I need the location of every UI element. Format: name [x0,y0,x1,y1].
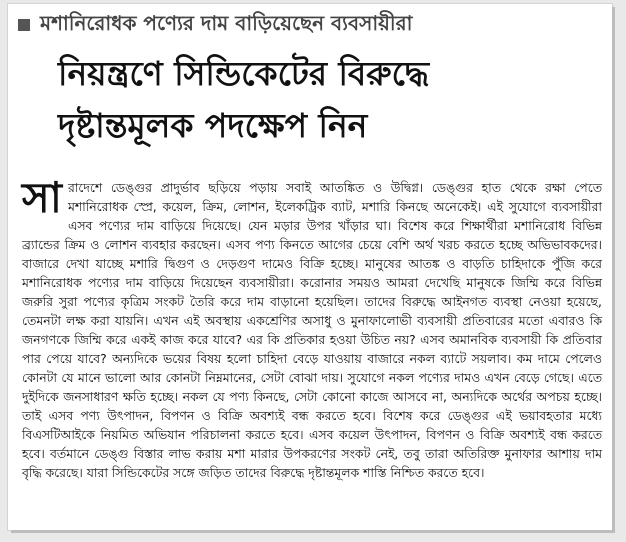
kicker-square-bullet [18,19,30,31]
headline [58,48,598,152]
article-body [22,173,602,482]
article-body-text: রাদেশে ডেঙ্গুর প্রাদুর্ভাব ছড়িয়ে পড়ায় সবাই আতঙ্কিত ও উদ্বিগ্ন। ডেঙ্গুর হাত থেকে রক্ষা পেতে মশানিরোধক স্প্রে, কয়েল, ক্রিম, লোশন, ইলেকট্রিক ব্যাট, মশারি কিনছে অনেকেই। এই সুযোগে ব্যবসায়ীরা এসব পণ্যের দাম বাড়িয়ে দিয়েছে। যেন মড়ার উপর খাঁড়ার ঘা। বিশেষ করে শিক্ষার্থীরা মশানিরোধ বিভিন্ন ব্র্যান্ডের ক্রিম ও লোশন ব্যবহার করছেন। এসব পণ্য কিনতে আগের চেয়ে বেশি অর্থ খরচ করতে হচ্ছে অভিভাবকদের। বাজারে দেখা যাচ্ছে মশারি দ্বিগুণ ও দেড়গুণ দামেও বিক্রি হচ্ছে। মানুষের আতঙ্ক ও বাড়তি চাহিদাকে পুঁজি করে মশানিরোধক পণ্যের দাম বাড়িয়ে দিয়েছেন ব্যবসায়ীরা। করোনার সময়ও আমরা দেখেছি মানুষকে জিম্মি করে বিভিন্ন জরুরি সুরা পণ্যের কৃত্রিম সংকট তৈরি করে দাম বাড়ানো হয়েছিল। তাদের বিরুদ্ধে আইনগত ব্যবস্থা নেওয়া হয়েছে, তেমনটা লক্ষ করা যায়নি। এখন এই অবস্থায় একশ্রেণির অসাধু ও মুনাফালোভী ব্যবসায়ী প্রতিবারের মতো এবারও কি জনগণকে জিম্মি করে একই কাজ করে যাবে? এর কি প্রতিকার হওয়া উচিত নয়? এসব অমানবিক ব্যবসায়ী কি প্রতিবার পার পেয়ে যাবে? অন্যদিকে ভয়ের বিষয় হলো চাহিদা বেড়ে যাওয়ায় বাজারে নকল ব্যাটে সয়লাব। কম দামে পেলেও কোনটা যে মানে ভালো আর কোনটা নিম্নমানের, সেটা বোঝা দায়। সুযোগে নকল পণ্যের দামও এখন বেড়ে গেছে। এতে দুইদিকে জনসাধারণ ক্ষতি হচ্ছে। নকল যে পণ্য কিনছে, সেটা কোনো কাজে আসবে না, অন্যদিকে অর্থের অপচয় হচ্ছে। তাই এসব পণ্য উৎপাদন, বিপণন ও বিক্রি অবশ্যই বন্ধ করতে হবে। বিশেষ করে ডেঙ্গুর এই ভয়াবহতার মধ্যে বিএসটিআইকে নিয়মিত অভিযান পরিচালনা করতে হবে। এসব কয়েল উৎপাদন, বিপণন ও বিক্রি অবশ্যই বন্ধ করতে হবে। বর্তমানে ডেঙ্গু বিস্তার লাভ করায় মশা মারার উপকরণের সংকট নেই, তবু তারা অতিরিক্ত মুনাফার আশায় দাম বৃদ্ধি করেছে। যারা সিন্ডিকেটের সঙ্গে জড়িত তাদের বিরুদ্ধে দৃষ্টান্তমূলক শাস্তি নিশ্চিত করতে হবে। [22,180,602,480]
kicker-text: মশানিরোধক পণ্যের দাম বাড়িয়েছেন ব্যবসায়ীরা [40,10,413,35]
drop-cap: সা [22,173,62,222]
kicker-line [18,10,412,40]
headline-line-1: নিয়ন্ত্রণে সিন্ডিকেটের বিরুদ্ধে [58,54,430,93]
headline-line-2: দৃষ্টান্তমূলক পদক্ষেপ নিন [58,106,368,145]
newspaper-clipping [8,4,612,530]
